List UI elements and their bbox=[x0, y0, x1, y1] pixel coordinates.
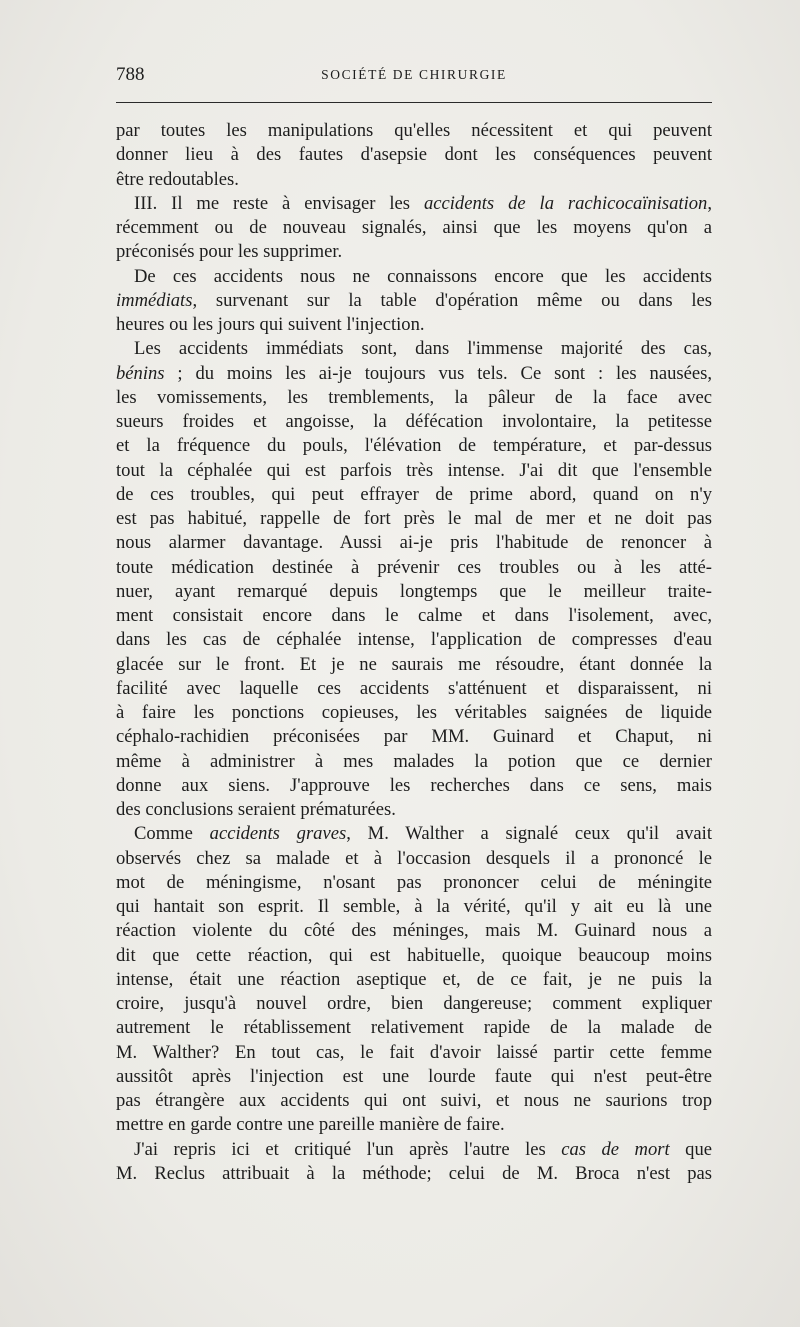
text-line: céphalo-rachidien préconisées par MM. Guinard et Chaput, ni bbox=[116, 726, 712, 748]
text-line: autrement le rétablissement relativement rapide de la malade de bbox=[116, 1017, 712, 1039]
text-line: croire, jusqu'à nouvel ordre, bien dangereuse; comment expliquer bbox=[116, 993, 712, 1014]
text-line: M. Walther? En tout cas, le fait d'avoir laissé partir cette femme bbox=[116, 1041, 712, 1063]
text-line: même à administrer à mes malades la potion que ce dernier bbox=[116, 750, 712, 772]
text-line: à faire les ponctions copieuses, les véritables saignées de liquide bbox=[116, 702, 712, 723]
page-number: 788 bbox=[116, 64, 145, 85]
text-line: toute médication destinée à prévenir ces troubles ou à les atté- bbox=[116, 556, 712, 578]
text-line: tout la céphalée qui est parfois très intense. J'ai dit que l'ensemble bbox=[116, 459, 712, 481]
text-line: immédiats, survenant sur la table d'opération même ou dans les bbox=[116, 289, 712, 311]
text-line: aussitôt après l'injection est une lourde faute qui n'est peut-être bbox=[116, 1065, 712, 1087]
text-line: par toutes les manipulations qu'elles nécessitent et qui peuvent bbox=[116, 120, 712, 141]
text-line: Les accidents immédiats sont, dans l'immense majorité des cas, bbox=[134, 338, 712, 360]
header-rule bbox=[116, 102, 712, 103]
text-line: dans les cas de céphalée intense, l'application de compresses d'eau bbox=[116, 629, 712, 651]
text-line: qui hantait son esprit. Il semble, à la vérité, qu'il y ait eu là une bbox=[116, 896, 712, 917]
text-line: ment consistait encore dans le calme et dans l'isolement, avec, bbox=[116, 605, 712, 626]
text-line: Comme accidents graves, M. Walther a signalé ceux qu'il avait bbox=[134, 823, 712, 845]
running-title: SOCIÉTÉ DE CHIRURGIE bbox=[321, 67, 507, 82]
body-text bbox=[116, 119, 712, 1186]
text-line: les vomissements, les tremblements, la pâleur de la face avec bbox=[116, 386, 712, 408]
text-line: intense, était une réaction aseptique et, de ce fait, je ne puis la bbox=[116, 968, 712, 990]
text-line: donner lieu à des fautes d'asepsie dont les conséquences peuvent bbox=[116, 144, 712, 166]
text-line: facilité avec laquelle ces accidents s'atténuent et disparaissent, ni bbox=[116, 677, 712, 699]
text-line: J'ai repris ici et critiqué l'un après l'autre les cas de mort que bbox=[134, 1138, 713, 1160]
text-line: glacée sur le front. Et je ne saurais me résoudre, étant donnée la bbox=[116, 653, 712, 675]
text-line: sueurs froides et angoisse, la défécation involontaire, la petitesse bbox=[116, 411, 712, 432]
text-line: De ces accidents nous ne connaissons encore que les accidents bbox=[134, 265, 712, 287]
text-line: et la fréquence du pouls, l'élévation de température, et par-dessus bbox=[116, 435, 712, 457]
text-line: de ces troubles, qui peut effrayer de prime abord, quand on n'y bbox=[116, 483, 712, 505]
text-line: III. Il me reste à envisager les accidents de la rachicocaïnisation, bbox=[134, 192, 712, 214]
text-line: M. Reclus attribuait à la méthode; celui de M. Broca n'est pas bbox=[116, 1162, 712, 1184]
text-line: mettre en garde contre une pareille manière de faire. bbox=[116, 1114, 505, 1136]
text-line: récemment ou de nouveau signalés, ainsi que les moyens qu'on a bbox=[116, 217, 712, 238]
text-line: mot de méningisme, n'osant pas prononcer celui de méningite bbox=[116, 871, 712, 893]
page-header bbox=[116, 60, 712, 90]
text-line: pas étrangère aux accidents qui ont suivi, et nous ne saurions trop bbox=[116, 1090, 712, 1111]
text-line: observés chez sa malade et à l'occasion desquels il a prononcé le bbox=[116, 847, 712, 869]
text-line: est pas habitué, rappelle de fort près le mal de mer et ne doit pas bbox=[116, 508, 712, 529]
text-line: réaction violente du côté des méninges, mais M. Guinard nous a bbox=[116, 920, 712, 942]
text-line: être redoutables. bbox=[116, 168, 239, 190]
text-line: nous alarmer davantage. Aussi ai-je pris l'habitude de renoncer à bbox=[116, 532, 712, 554]
text-line: des conclusions seraient prématurées. bbox=[116, 799, 396, 820]
text-line: bénins ; du moins les ai-je toujours vus tels. Ce sont : les nausées, bbox=[116, 362, 712, 384]
text-line: dit que cette réaction, qui est habituelle, quoique beaucoup moins bbox=[116, 944, 712, 966]
text-line: préconisés pour les supprimer. bbox=[116, 241, 343, 263]
text-line: donne aux siens. J'approuve les recherches dans ce sens, mais bbox=[116, 774, 712, 796]
text-line: nuer, ayant remarqué depuis longtemps que le meilleur traite- bbox=[116, 580, 712, 602]
text-line: heures ou les jours qui suivent l'injection. bbox=[116, 314, 425, 335]
